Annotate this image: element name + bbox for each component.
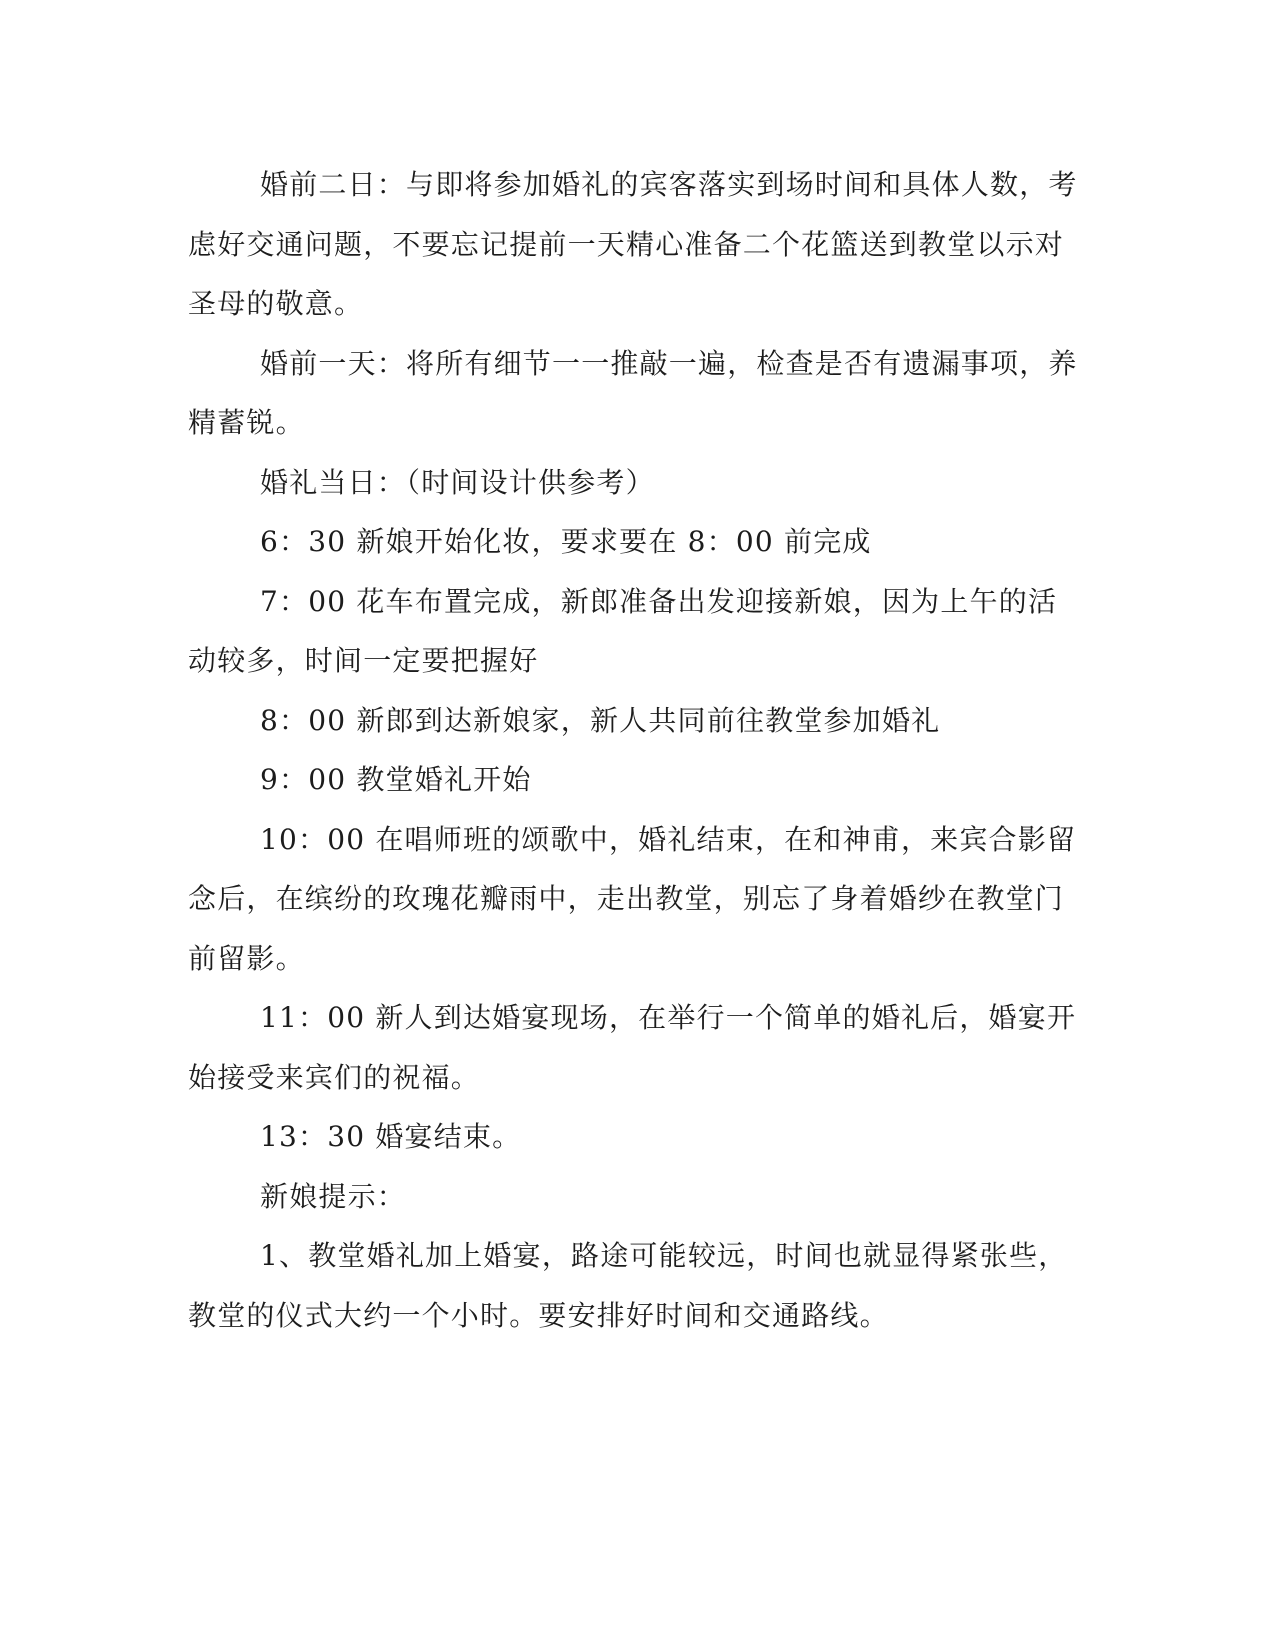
paragraph-one-day-before: 婚前一天：将所有细节一一推敲一遍，检查是否有遗漏事项，养精蓄锐。 <box>188 346 1078 439</box>
paragraph-schedule-0630: 6：30 新娘开始化妆，要求要在 8：00 前完成 <box>260 525 872 558</box>
paragraph-schedule-0900: 9：00 教堂婚礼开始 <box>260 763 532 796</box>
paragraph-bride-tip-1: 1、教堂婚礼加上婚宴，路途可能较远，时间也就显得紧张些，教堂的仪式大约一个小时。要安排好时间和交通路线。 <box>188 1239 1068 1332</box>
paragraph-bride-tips-heading: 新娘提示： <box>260 1179 407 1213</box>
paragraph-schedule-1100: 11：00 新人到达婚宴现场，在举行一个简单的婚礼后，婚宴开始接受来宾们的祝福。 <box>188 1001 1077 1094</box>
document-body <box>188 155 1078 1345</box>
paragraph-wedding-day: 婚礼当日：（时间设计供参考） <box>260 465 655 499</box>
paragraph-schedule-1000: 10：00 在唱师班的颂歌中，婚礼结束，在和神甫，来宾合影留念后，在缤纷的玫瑰花瓣雨中，走出教堂，别忘了身着婚纱在教堂门前留影。 <box>188 822 1077 975</box>
paragraph-schedule-0700: 7：00 花车布置完成，新郎准备出发迎接新娘，因为上午的活动较多，时间一定要把握好 <box>188 584 1058 677</box>
paragraph-schedule-0800: 8：00 新郎到达新娘家，新人共同前往教堂参加婚礼 <box>260 703 941 737</box>
paragraph-two-days-before: 婚前二日：与即将参加婚礼的宾客落实到场时间和具体人数，考虑好交通问题，不要忘记提前一天精心准备二个花篮送到教堂以示对圣母的敬意。 <box>188 168 1078 320</box>
paragraph-schedule-1330: 13：30 婚宴结束。 <box>260 1120 522 1153</box>
